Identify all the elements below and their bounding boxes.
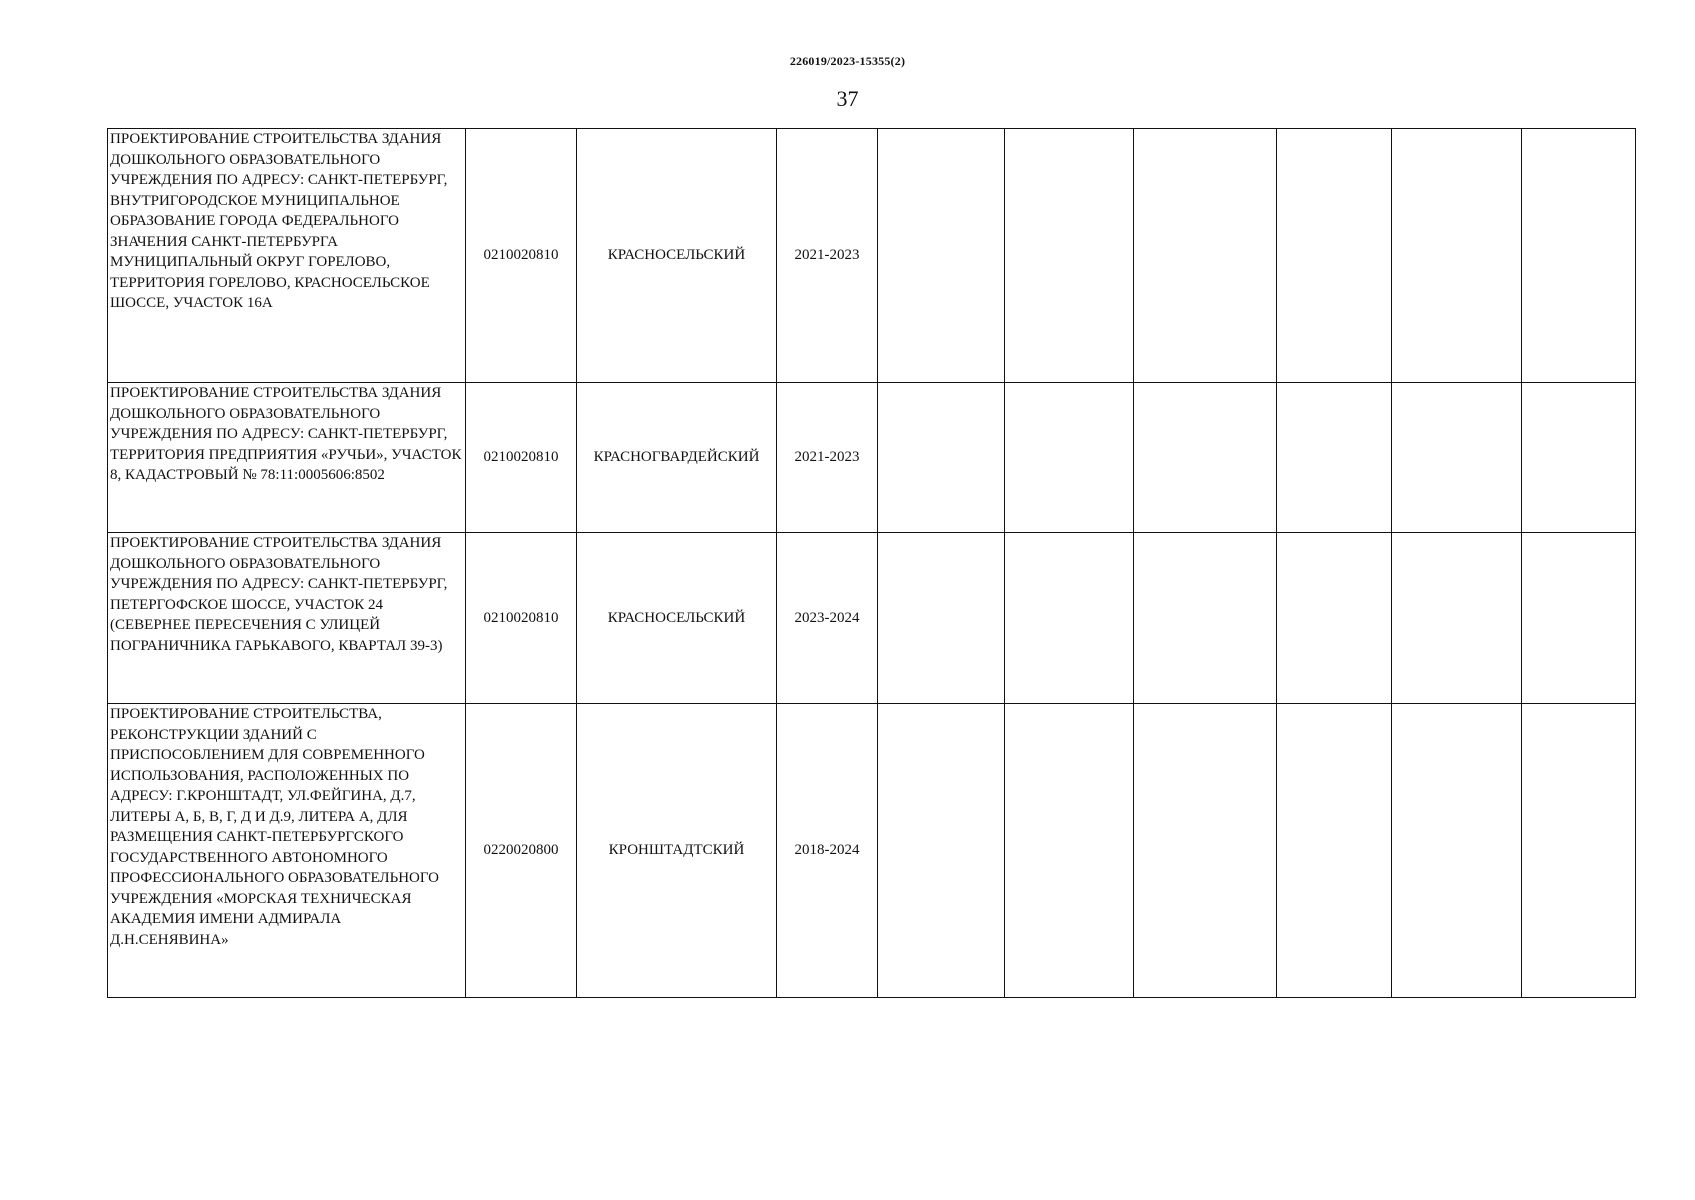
object-name-cell: ПРОЕКТИРОВАНИЕ СТРОИТЕЛЬСТВА, РЕКОНСТРУКЦИИ ЗДАНИЙ С ПРИСПОСОБЛЕНИЕМ ДЛЯ СОВРЕМЕННОГО ИСПОЛЬЗОВАНИЯ, РАСПОЛОЖЕННЫХ ПО АДРЕСУ: Г.КРОНШТАДТ, УЛ.ФЕЙГИНА, Д.7, ЛИТЕРЫ А, Б, В, Г, Д И Д.9, ЛИТЕРА А, ДЛЯ РАЗМЕЩЕНИЯ САНКТ-ПЕТЕРБУРГСКОГО ГОСУДАРСТВЕННОГО АВТОНОМНОГО ПРОФЕССИОНАЛЬНОГО ОБРАЗОВАТЕЛЬНОГО УЧРЕЖДЕНИЯ «МОРСКАЯ ТЕХНИЧЕСКАЯ АКАДЕМИЯ ИМЕНИ АДМИРАЛА Д.Н.СЕНЯВИНА» [108, 704, 466, 998]
empty-cell [1134, 704, 1277, 998]
empty-cell [1392, 704, 1522, 998]
page-number: 37 [836, 86, 859, 111]
table-row [108, 533, 1636, 704]
empty-cell [1134, 533, 1277, 704]
period-cell: 2021-2023 [777, 383, 878, 533]
district-cell: КРАСНОГВАРДЕЙСКИЙ [577, 383, 777, 533]
empty-cell [1005, 129, 1134, 383]
code-cell: 0220020800 [466, 704, 577, 998]
period-cell: 2023-2024 [777, 533, 878, 704]
document-number: 226019/2023-15355(2) [789, 54, 906, 68]
empty-cell [1277, 533, 1392, 704]
table-row [108, 383, 1636, 533]
program-table [107, 128, 1636, 998]
empty-cell [1277, 704, 1392, 998]
empty-cell [878, 383, 1005, 533]
period-cell: 2018-2024 [777, 704, 878, 998]
empty-cell [878, 533, 1005, 704]
object-name-cell: ПРОЕКТИРОВАНИЕ СТРОИТЕЛЬСТВА ЗДАНИЯ ДОШКОЛЬНОГО ОБРАЗОВАТЕЛЬНОГО УЧРЕЖДЕНИЯ ПО АДРЕСУ: САНКТ-ПЕТЕРБУРГ, ТЕРРИТОРИЯ ПРЕДПРИЯТИЯ «РУЧЬИ», УЧАСТОК 8, КАДАСТРОВЫЙ № 78:11:0005606:8502 [108, 383, 466, 533]
object-name-cell: ПРОЕКТИРОВАНИЕ СТРОИТЕЛЬСТВА ЗДАНИЯ ДОШКОЛЬНОГО ОБРАЗОВАТЕЛЬНОГО УЧРЕЖДЕНИЯ ПО АДРЕСУ: САНКТ-ПЕТЕРБУРГ, ВНУТРИГОРОДСКОЕ МУНИЦИПАЛЬНОЕ ОБРАЗОВАНИЕ ГОРОДА ФЕДЕРАЛЬНОГО ЗНАЧЕНИЯ САНКТ-ПЕТЕРБУРГА МУНИЦИПАЛЬНЫЙ ОКРУГ ГОРЕЛОВО, ТЕРРИТОРИЯ ГОРЕЛОВО, КРАСНОСЕЛЬСКОЕ ШОССЕ, УЧАСТОК 16А [108, 129, 466, 383]
empty-cell [1392, 383, 1522, 533]
empty-cell [1392, 533, 1522, 704]
empty-cell [1522, 383, 1636, 533]
empty-cell [1522, 704, 1636, 998]
empty-cell [1134, 383, 1277, 533]
code-cell: 0210020810 [466, 383, 577, 533]
empty-cell [878, 129, 1005, 383]
empty-cell [878, 704, 1005, 998]
table-row [108, 704, 1636, 998]
empty-cell [1005, 704, 1134, 998]
empty-cell [1134, 129, 1277, 383]
empty-cell [1522, 129, 1636, 383]
empty-cell [1005, 533, 1134, 704]
district-cell: КРАСНОСЕЛЬСКИЙ [577, 533, 777, 704]
period-cell: 2021-2023 [777, 129, 878, 383]
district-cell: КРОНШТАДТСКИЙ [577, 704, 777, 998]
empty-cell [1522, 533, 1636, 704]
empty-cell [1277, 383, 1392, 533]
empty-cell [1277, 129, 1392, 383]
empty-cell [1392, 129, 1522, 383]
empty-cell [1005, 383, 1134, 533]
code-cell: 0210020810 [466, 533, 577, 704]
object-name-cell: ПРОЕКТИРОВАНИЕ СТРОИТЕЛЬСТВА ЗДАНИЯ ДОШКОЛЬНОГО ОБРАЗОВАТЕЛЬНОГО УЧРЕЖДЕНИЯ ПО АДРЕСУ: САНКТ-ПЕТЕРБУРГ, ПЕТЕРГОФСКОЕ ШОССЕ, УЧАСТОК 24 (СЕВЕРНЕЕ ПЕРЕСЕЧЕНИЯ С УЛИЦЕЙ ПОГРАНИЧНИКА ГАРЬКАВОГО, КВАРТАЛ 39-3) [108, 533, 466, 704]
code-cell: 0210020810 [466, 129, 577, 383]
district-cell: КРАСНОСЕЛЬСКИЙ [577, 129, 777, 383]
table-row [108, 129, 1636, 383]
